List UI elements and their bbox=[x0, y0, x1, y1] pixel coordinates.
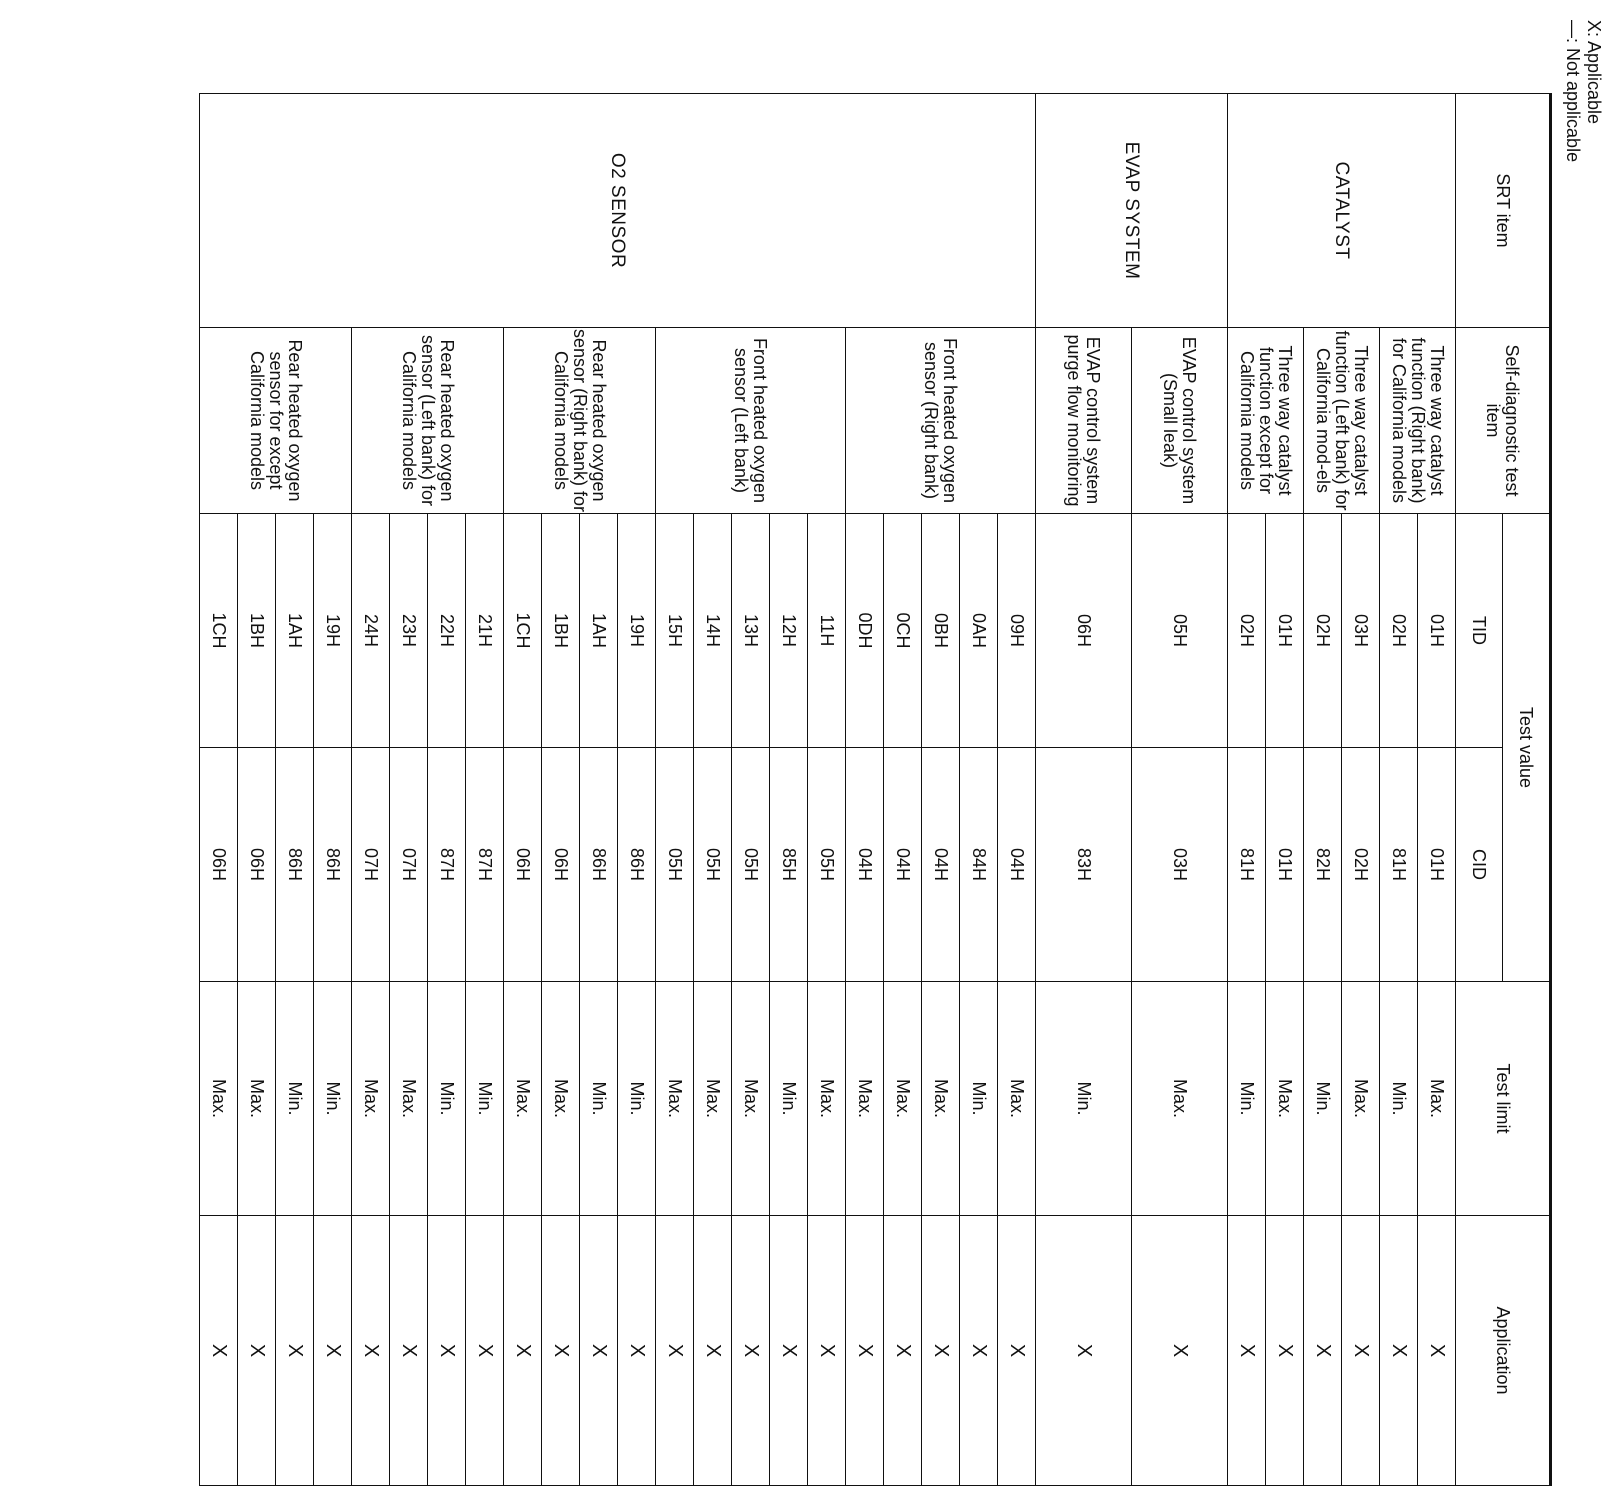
tid-cell: 15H bbox=[656, 514, 694, 748]
test-limit-cell: Min. bbox=[276, 982, 314, 1216]
tid-cell: 1BH bbox=[238, 514, 276, 748]
application-cell: X bbox=[428, 1216, 466, 1486]
test-limit-cell: Max. bbox=[808, 982, 846, 1216]
cid-cell: 83H bbox=[1036, 748, 1132, 982]
tid-cell: 02H bbox=[1380, 514, 1418, 748]
cid-cell: 86H bbox=[580, 748, 618, 982]
tid-cell: 0AH bbox=[960, 514, 998, 748]
srt-group-cell: EVAP SYSTEM bbox=[1036, 94, 1228, 328]
tid-cell: 01H bbox=[1266, 514, 1304, 748]
self-diagnostic-item-cell: Front heated oxygen sensor (Right bank) bbox=[846, 328, 1036, 514]
self-diagnostic-item-cell: EVAP control system purge flow monitoring bbox=[1036, 328, 1132, 514]
test-limit-cell: Max. bbox=[504, 982, 542, 1216]
cid-cell: 07H bbox=[352, 748, 390, 982]
test-limit-cell: Max. bbox=[884, 982, 922, 1216]
application-cell: X bbox=[580, 1216, 618, 1486]
cid-cell: 82H bbox=[1304, 748, 1342, 982]
application-cell: X bbox=[846, 1216, 884, 1486]
self-diagnostic-item-cell: Front heated oxygen sensor (Left bank) bbox=[656, 328, 846, 514]
cid-cell: 01H bbox=[1266, 748, 1304, 982]
tid-cell: 1AH bbox=[276, 514, 314, 748]
test-limit-cell: Min. bbox=[960, 982, 998, 1216]
cid-cell: 06H bbox=[504, 748, 542, 982]
tid-cell: 0DH bbox=[846, 514, 884, 748]
cid-cell: 04H bbox=[846, 748, 884, 982]
tid-cell: 06H bbox=[1036, 514, 1132, 748]
srt-group-cell: CATALYST bbox=[1228, 94, 1456, 328]
test-limit-cell: Min. bbox=[618, 982, 656, 1216]
cid-cell: 06H bbox=[238, 748, 276, 982]
application-cell: X bbox=[466, 1216, 504, 1486]
test-limit-cell: Max. bbox=[390, 982, 428, 1216]
cid-cell: 81H bbox=[1380, 748, 1418, 982]
cid-cell: 84H bbox=[960, 748, 998, 982]
self-diagnostic-item-cell: Rear heated oxygen sensor (Left bank) for California models bbox=[352, 328, 504, 514]
tid-cell: 0CH bbox=[884, 514, 922, 748]
header-test-limit: Test limit bbox=[1456, 982, 1551, 1216]
test-limit-cell: Max. bbox=[1418, 982, 1456, 1216]
test-limit-cell: Min. bbox=[428, 982, 466, 1216]
test-limit-cell: Max. bbox=[846, 982, 884, 1216]
cid-cell: 05H bbox=[694, 748, 732, 982]
application-cell: X bbox=[1418, 1216, 1456, 1486]
table-row bbox=[1132, 94, 1228, 1486]
cid-cell: 01H bbox=[1418, 748, 1456, 982]
cid-cell: 06H bbox=[200, 748, 238, 982]
test-limit-cell: Max. bbox=[1342, 982, 1380, 1216]
test-limit-cell: Min. bbox=[770, 982, 808, 1216]
application-cell: X bbox=[276, 1216, 314, 1486]
tid-cell: 21H bbox=[466, 514, 504, 748]
self-diagnostic-item-cell: Rear heated oxygen sensor for except California models bbox=[200, 328, 352, 514]
application-cell: X bbox=[352, 1216, 390, 1486]
cid-cell: 02H bbox=[1342, 748, 1380, 982]
application-cell: X bbox=[200, 1216, 238, 1486]
application-cell: X bbox=[1132, 1216, 1228, 1486]
tid-cell: 09H bbox=[998, 514, 1036, 748]
tid-cell: 02H bbox=[1228, 514, 1266, 748]
table-row bbox=[998, 94, 1036, 1486]
header-test-value: Test value bbox=[1503, 514, 1551, 982]
test-limit-cell: Min. bbox=[580, 982, 618, 1216]
application-cell: X bbox=[390, 1216, 428, 1486]
test-limit-cell: Max. bbox=[922, 982, 960, 1216]
test-limit-cell: Max. bbox=[998, 982, 1036, 1216]
application-cell: X bbox=[314, 1216, 352, 1486]
cid-cell: 04H bbox=[922, 748, 960, 982]
application-cell: X bbox=[504, 1216, 542, 1486]
cid-cell: 81H bbox=[1228, 748, 1266, 982]
header-tid: TID bbox=[1456, 514, 1503, 748]
legend-not-applicable: —: Not applicable bbox=[1563, 20, 1583, 163]
application-cell: X bbox=[998, 1216, 1036, 1486]
table-body bbox=[200, 94, 1456, 1486]
cid-cell: 07H bbox=[390, 748, 428, 982]
legend bbox=[1562, 20, 1604, 220]
application-cell: X bbox=[542, 1216, 580, 1486]
test-limit-cell: Min. bbox=[1036, 982, 1132, 1216]
header-self-diagnostic: Self-diagnostic test item bbox=[1456, 328, 1551, 514]
application-cell: X bbox=[1266, 1216, 1304, 1486]
tid-cell: 13H bbox=[732, 514, 770, 748]
tid-cell: 14H bbox=[694, 514, 732, 748]
application-cell: X bbox=[656, 1216, 694, 1486]
cid-cell: 85H bbox=[770, 748, 808, 982]
application-cell: X bbox=[1342, 1216, 1380, 1486]
test-limit-cell: Max. bbox=[200, 982, 238, 1216]
test-limit-cell: Max. bbox=[1132, 982, 1228, 1216]
legend-applicable: X: Applicable bbox=[1584, 20, 1604, 125]
application-cell: X bbox=[808, 1216, 846, 1486]
cid-cell: 86H bbox=[618, 748, 656, 982]
self-diagnostic-item-cell: Three way catalyst function (Right bank) for California models bbox=[1380, 328, 1456, 514]
self-diagnostic-item-cell: Three way catalyst function (Left bank) for California mod-els bbox=[1304, 328, 1380, 514]
tid-cell: 22H bbox=[428, 514, 466, 748]
self-diagnostic-item-cell: EVAP control system (Small leak) bbox=[1132, 328, 1228, 514]
cid-cell: 05H bbox=[732, 748, 770, 982]
cid-cell: 87H bbox=[428, 748, 466, 982]
tid-cell: 11H bbox=[808, 514, 846, 748]
srt-group-cell: O2 SENSOR bbox=[200, 94, 1036, 328]
cid-cell: 06H bbox=[542, 748, 580, 982]
test-limit-cell: Min. bbox=[314, 982, 352, 1216]
tid-cell: 24H bbox=[352, 514, 390, 748]
srt-table-wrapper bbox=[199, 93, 1552, 1486]
self-diagnostic-item-cell: Three way catalyst function except for California models bbox=[1228, 328, 1304, 514]
application-cell: X bbox=[238, 1216, 276, 1486]
application-cell: X bbox=[1304, 1216, 1342, 1486]
cid-cell: 03H bbox=[1132, 748, 1228, 982]
application-cell: X bbox=[694, 1216, 732, 1486]
cid-cell: 87H bbox=[466, 748, 504, 982]
test-limit-cell: Max. bbox=[656, 982, 694, 1216]
self-diagnostic-item-cell: Rear heated oxygen sensor (Right bank) for California models bbox=[504, 328, 656, 514]
test-limit-cell: Min. bbox=[1380, 982, 1418, 1216]
srt-table bbox=[199, 93, 1552, 1486]
tid-cell: 0BH bbox=[922, 514, 960, 748]
test-limit-cell: Max. bbox=[238, 982, 276, 1216]
application-cell: X bbox=[1036, 1216, 1132, 1486]
tid-cell: 1AH bbox=[580, 514, 618, 748]
table-row bbox=[1418, 94, 1456, 1486]
test-limit-cell: Max. bbox=[1266, 982, 1304, 1216]
application-cell: X bbox=[960, 1216, 998, 1486]
cid-cell: 04H bbox=[998, 748, 1036, 982]
cid-cell: 86H bbox=[276, 748, 314, 982]
header-application: Application bbox=[1456, 1216, 1551, 1486]
application-cell: X bbox=[770, 1216, 808, 1486]
cid-cell: 05H bbox=[656, 748, 694, 982]
header-srt-item: SRT item bbox=[1456, 94, 1551, 328]
test-limit-cell: Max. bbox=[694, 982, 732, 1216]
tid-cell: 1CH bbox=[200, 514, 238, 748]
header-cid: CID bbox=[1456, 748, 1503, 982]
tid-cell: 05H bbox=[1132, 514, 1228, 748]
test-limit-cell: Min. bbox=[1304, 982, 1342, 1216]
tid-cell: 1BH bbox=[542, 514, 580, 748]
application-cell: X bbox=[1228, 1216, 1266, 1486]
tid-cell: 23H bbox=[390, 514, 428, 748]
cid-cell: 05H bbox=[808, 748, 846, 982]
test-limit-cell: Max. bbox=[732, 982, 770, 1216]
test-limit-cell: Min. bbox=[466, 982, 504, 1216]
tid-cell: 01H bbox=[1418, 514, 1456, 748]
application-cell: X bbox=[884, 1216, 922, 1486]
header-row-1 bbox=[1503, 94, 1551, 1486]
test-limit-cell: Max. bbox=[542, 982, 580, 1216]
cid-cell: 04H bbox=[884, 748, 922, 982]
tid-cell: 19H bbox=[618, 514, 656, 748]
test-limit-cell: Min. bbox=[1228, 982, 1266, 1216]
application-cell: X bbox=[922, 1216, 960, 1486]
application-cell: X bbox=[618, 1216, 656, 1486]
tid-cell: 03H bbox=[1342, 514, 1380, 748]
tid-cell: 12H bbox=[770, 514, 808, 748]
tid-cell: 1CH bbox=[504, 514, 542, 748]
test-limit-cell: Max. bbox=[352, 982, 390, 1216]
application-cell: X bbox=[732, 1216, 770, 1486]
cid-cell: 86H bbox=[314, 748, 352, 982]
tid-cell: 19H bbox=[314, 514, 352, 748]
application-cell: X bbox=[1380, 1216, 1418, 1486]
tid-cell: 02H bbox=[1304, 514, 1342, 748]
